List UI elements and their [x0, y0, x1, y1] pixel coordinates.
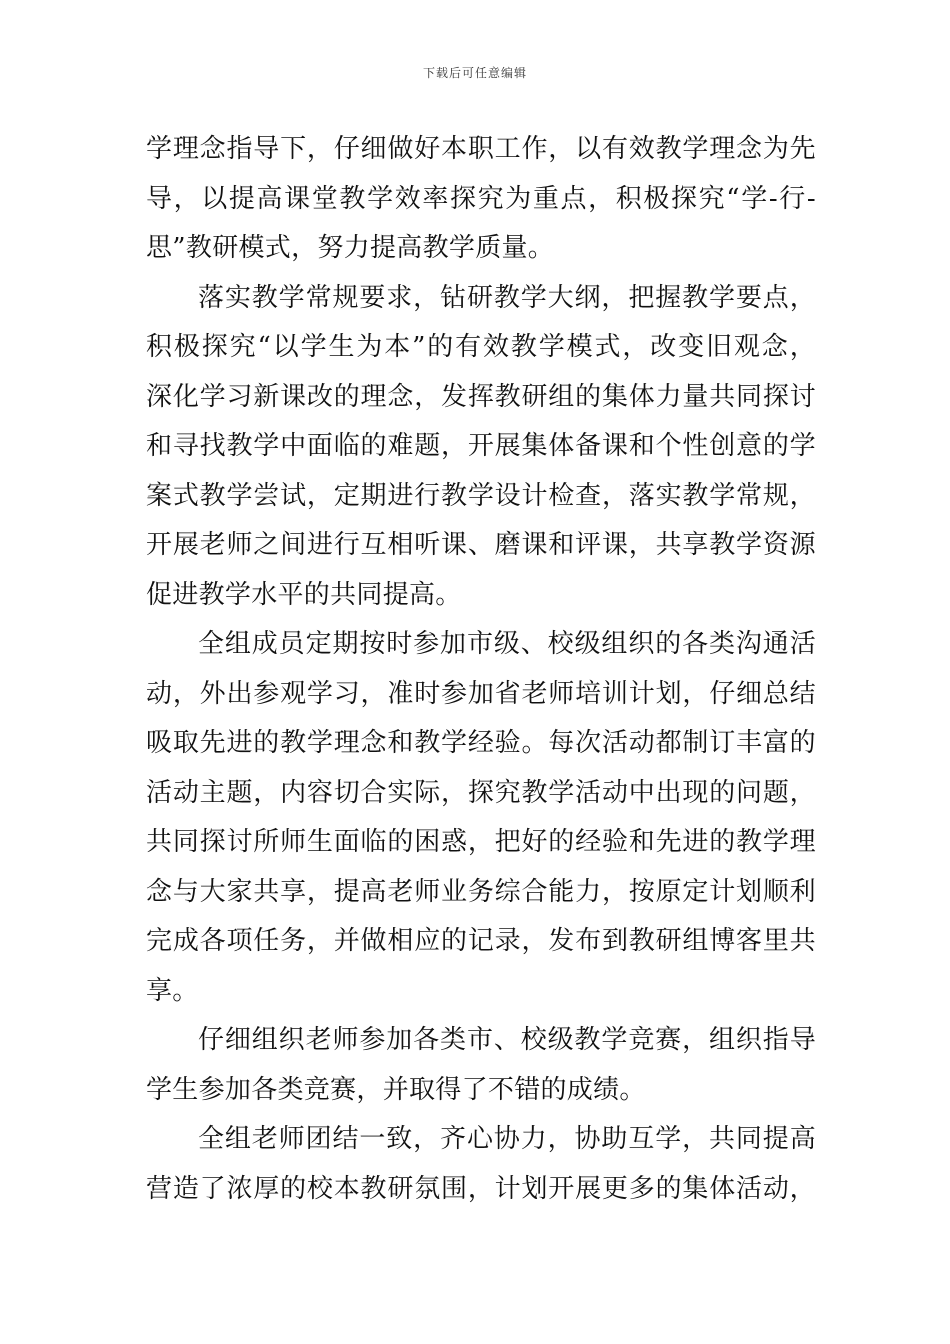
text-line: 仔细组织老师参加各类市、校级教学竞赛，组织指导 — [198, 1025, 816, 1055]
text-line: 活动主题，内容切合实际，探究教学活动中出现的问题， — [146, 777, 816, 808]
text-line: 导，以提高课堂教学效率探究为重点，积极探究“学-行- — [146, 183, 816, 214]
text-line: 案式教学尝试，定期进行教学设计检查，落实教学常规， — [146, 480, 816, 511]
text-line: 落实教学常规要求，钻研教学大纲，把握教学要点， — [198, 282, 816, 313]
text-line: 全组老师团结一致，齐心协力，协助互学，共同提高 — [198, 1124, 816, 1154]
paragraph-3 — [146, 620, 816, 1016]
text-line: 全组成员定期按时参加市级、校级组织的各类沟通活 — [198, 629, 816, 659]
text-line: 学理念指导下，仔细做好本职工作，以有效教学理念为先 — [146, 134, 816, 164]
text-line: 促进教学水平的共同提高。 — [146, 579, 462, 610]
text-line: 营造了浓厚的校本教研氛围，计划开展更多的集体活动， — [146, 1173, 816, 1204]
text-line: 学生参加各类竞赛，并取得了不错的成绩。 — [146, 1074, 646, 1105]
text-line: 思”教研模式，努力提高教学质量。 — [146, 233, 555, 263]
text-line: 共同探讨所师生面临的困惑，把好的经验和先进的教学理 — [146, 827, 816, 857]
page-header: 下载后可任意编辑 — [422, 66, 527, 80]
paragraph-1 — [146, 125, 816, 274]
text-line: 完成各项任务，并做相应的记录，发布到教研组博客里共 — [146, 926, 816, 956]
paragraph-5 — [146, 1115, 816, 1214]
text-line: 念与大家共享，提高老师业务综合能力，按原定计划顺利 — [146, 876, 816, 907]
text-line: 动，外出参观学习，准时参加省老师培训计划，仔细总结 — [146, 678, 816, 709]
text-line: 和寻找教学中面临的难题，开展集体备课和个性创意的学 — [146, 431, 816, 461]
paragraph-4 — [146, 1016, 816, 1115]
text-line: 享。 — [146, 975, 199, 1006]
text-line: 开展老师之间进行互相听课、磨课和评课，共享教学资源 — [146, 530, 816, 560]
paragraph-2 — [146, 274, 816, 621]
text-line: 积极探究“以学生为本”的有效教学模式，改变旧观念， — [146, 332, 816, 362]
document-body — [146, 125, 816, 1214]
text-line: 吸取先进的教学理念和教学经验。每次活动都制订丰富的 — [146, 728, 816, 758]
text-line: 深化学习新课改的理念，发挥教研组的集体力量共同探讨 — [146, 381, 816, 412]
